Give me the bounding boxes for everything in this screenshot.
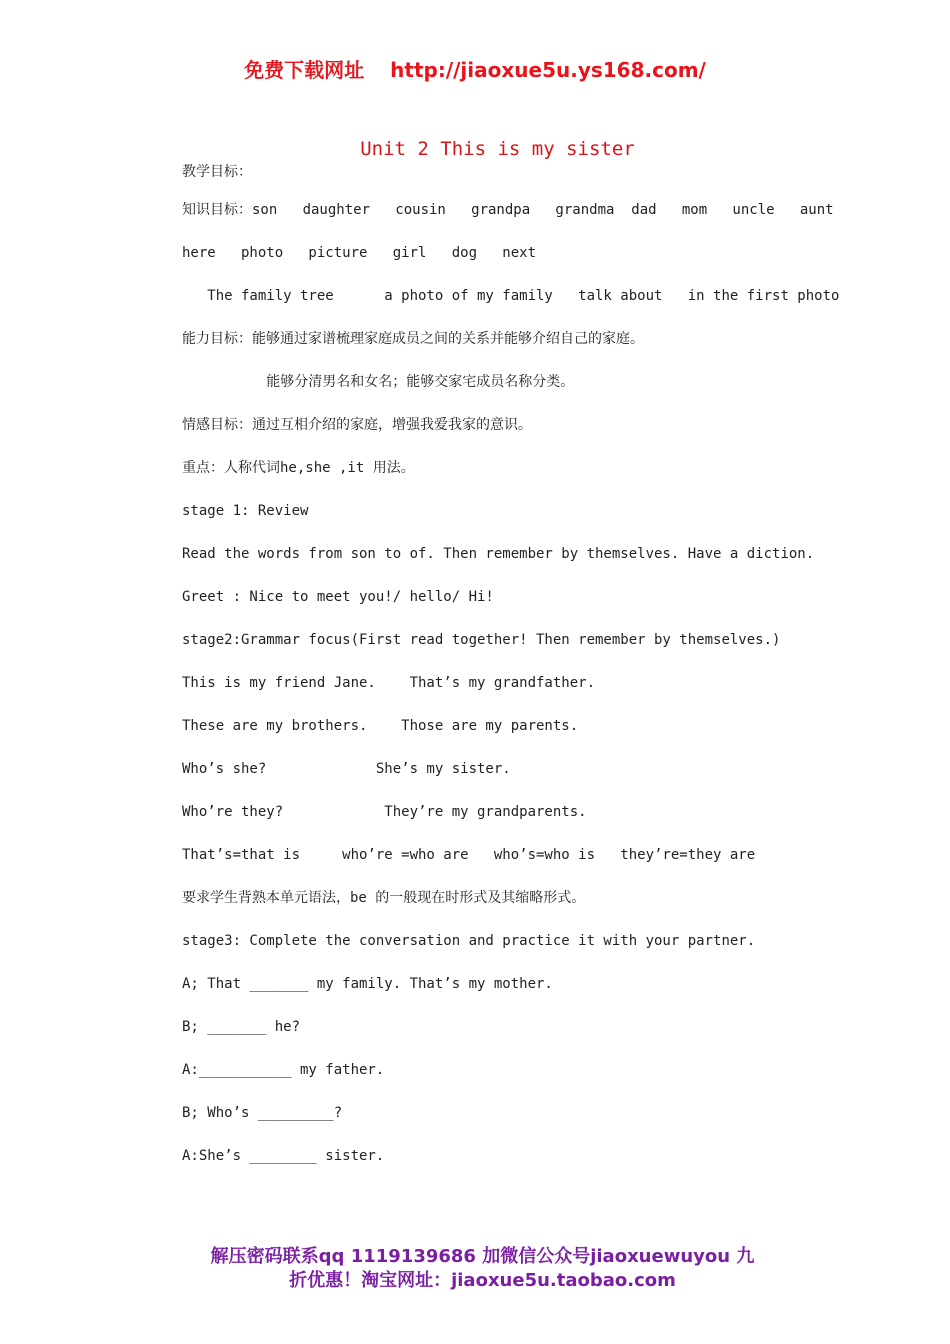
text-line: 重点：人称代词he,she ,it 用法。 [182,460,415,476]
text-line: Who’s she? She’s my sister. [182,761,511,777]
footer-line-1: 解压密码联系qq 1119139686 加微信公众号jiaoxuewuyou 九 [210,1246,755,1267]
text-line: That’s=that is who’re =who are who’s=who is they’re=they are [182,847,756,863]
text-line: stage3: Complete the conversation and practice it with your partner. [182,933,756,949]
text-line: A; That _______ my family. That’s my mother. [182,976,553,992]
text-line: 能够分清男名和女名；能够交家宅成员名称分类。 [182,374,575,390]
text-line: This is my friend Jane. That’s my grandfather. [182,675,596,691]
text-line: stage2:Grammar focus(First read together! Then remember by themselves.) [182,632,781,648]
text-line: 能力目标：能够通过家谱梳理家庭成员之间的关系并能够介绍自己的家庭。 [182,331,644,347]
text-line: These are my brothers. Those are my parents. [182,718,579,734]
text-line: 情感目标：通过互相介绍的家庭，增强我爱我家的意识。 [182,417,532,433]
text-line: 教学目标： [182,164,252,180]
page-title: Unit 2 This is my sister [360,138,635,160]
footer-line-2: 折优惠！淘宝网址：jiaoxue5u.taobao.com [289,1270,676,1291]
text-line: here photo picture girl dog next [182,245,537,261]
text-line: 知识目标：son daughter cousin grandpa grandma dad mom uncle aunt [182,202,834,218]
text-line: The family tree a photo of my family talk about in the first photo [182,288,840,304]
text-line: A:___________ my father. [182,1062,385,1078]
text-line: B; _______ he? [182,1019,301,1035]
download-label: 免费下载网址 [244,58,365,82]
text-line: stage 1: Review [182,503,309,519]
download-url-link[interactable]: http://jiaoxue5u.ys168.com/ [390,58,706,82]
text-line: A:She’s ________ sister. [182,1148,385,1164]
text-line: Read the words from son to of. Then remember by themselves. Have a diction. [182,546,815,562]
text-line: Greet : Nice to meet you!/ hello/ Hi! [182,589,494,605]
text-line: B; Who’s _________? [182,1105,343,1121]
text-line: 要求学生背熟本单元语法，be 的一般现在时形式及其缩略形式。 [182,890,586,906]
download-header [0,54,950,83]
text-line: Who’re they? They’re my grandparents. [182,804,587,820]
